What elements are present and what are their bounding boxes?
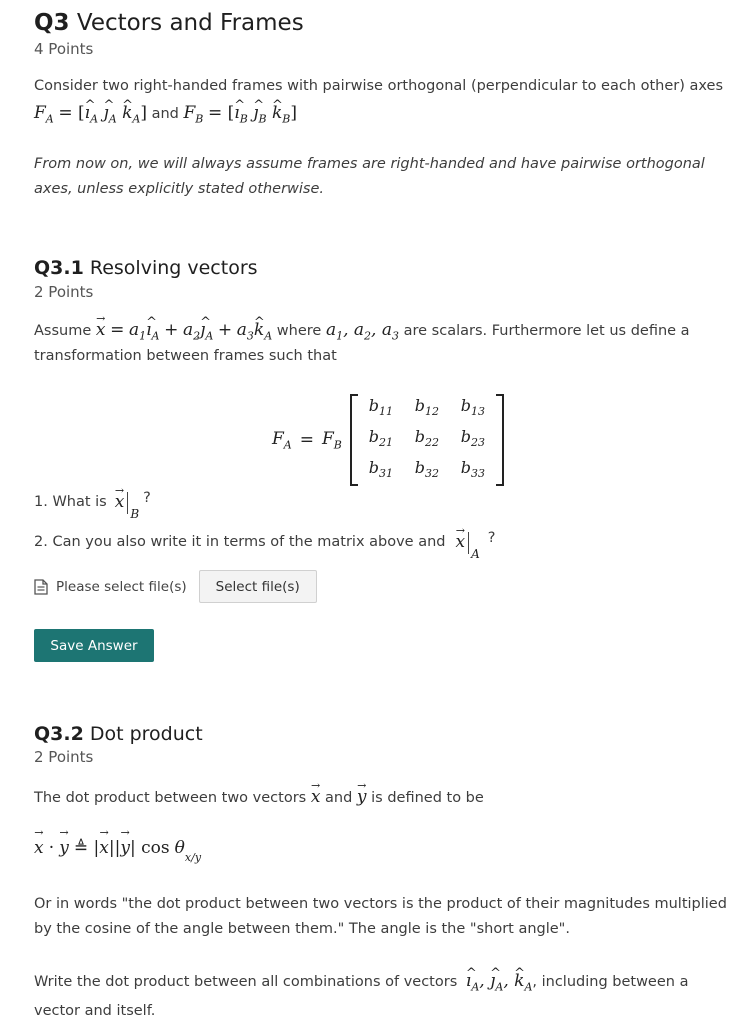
q31-transformation: transformation between frames such that bbox=[34, 348, 337, 364]
q31-are-scalars: are scalars. Furthermore let us define a bbox=[403, 323, 690, 339]
matrix-cell: $b_{22}$ bbox=[414, 427, 440, 450]
q31-points: 2 Points bbox=[34, 283, 94, 301]
q32-number: Q3.2 bbox=[34, 723, 84, 745]
q3-and: and bbox=[151, 106, 179, 122]
q32-heading bbox=[34, 723, 203, 745]
q32-and: and bbox=[325, 790, 353, 806]
matrix-cell: $b_{21}$ bbox=[368, 427, 394, 450]
q32-intro-suffix: is defined to be bbox=[371, 790, 484, 806]
q3-note: From now on, we will always assume frames are right-handed and have pairwise orthogonal axes, unless explicitly stated otherwise. bbox=[34, 156, 705, 197]
q3-title: Vectors and Frames bbox=[76, 10, 304, 36]
q3-frames-formula: $F_A$ = [^ $ı_A$ ^ $ȷ_A$ ^ $k_A$] and $F_B$ = [^ $ı_B$ ^ $ȷ_B$ ^ $k_B$] bbox=[34, 101, 297, 131]
q31-title: Resolving vectors bbox=[89, 257, 258, 279]
q31-question-2: 2. Can you also write it in terms of the matrix above and → x A ? bbox=[34, 530, 495, 555]
q3-points: 4 Points bbox=[34, 40, 94, 58]
q3-intro: Consider two right-handed frames with pairwise orthogonal (perpendicular to each other) axes bbox=[34, 78, 724, 94]
matrix-cell: $b_{32}$ bbox=[414, 458, 440, 481]
matrix-cell: $b_{23}$ bbox=[460, 427, 486, 450]
q32-words: Or in words "the dot product between two vectors is the product of their magnitudes multiplied by the cosine of the angle between them." The angle is the "short angle". bbox=[34, 896, 727, 937]
q31-number: Q3.1 bbox=[34, 257, 84, 279]
document-icon bbox=[34, 579, 48, 595]
q3-number: Q3 bbox=[34, 10, 70, 36]
matrix-cell: $b_{12}$ bbox=[414, 396, 440, 419]
q31-q2-prefix: 2. Can you also write it in terms of the matrix above and bbox=[34, 534, 446, 550]
file-upload-row bbox=[34, 570, 317, 603]
q32-write: Write the dot product between all combinations of vectors ^ $ı_A$, ^ $ȷ_A$, ^ $k_A$, including between a vector and itself. bbox=[34, 969, 734, 1024]
q31-where: where bbox=[276, 323, 322, 339]
matrix-cell: $b_{11}$ bbox=[368, 396, 394, 419]
matrix-cell: $b_{33}$ bbox=[460, 458, 486, 481]
select-files-button[interactable]: Select file(s) bbox=[199, 570, 317, 603]
q31-q1-qmark: ? bbox=[143, 490, 151, 506]
q31-question-1: 1. What is → x B ? bbox=[34, 490, 151, 515]
q31-q2-qmark: ? bbox=[487, 530, 496, 546]
q32-intro: The dot product between two vectors → x and → y is defined to be bbox=[34, 785, 484, 811]
q32-title: Dot product bbox=[89, 723, 203, 745]
matrix-cell: $b_{31}$ bbox=[368, 458, 394, 481]
q32-write-prefix: Write the dot product between all combinations of vectors bbox=[34, 974, 458, 990]
transform-matrix bbox=[350, 394, 504, 486]
q31-assume: Assume bbox=[34, 323, 92, 339]
q31-heading bbox=[34, 257, 258, 279]
q31-q1-prefix: 1. What is bbox=[34, 494, 107, 510]
q32-points: 2 Points bbox=[34, 748, 94, 766]
save-answer-button[interactable]: Save Answer bbox=[34, 629, 154, 662]
q32-intro-prefix: The dot product between two vectors bbox=[34, 790, 307, 806]
file-select-label: Please select file(s) bbox=[56, 578, 187, 595]
transform-equation: $F_A$ = $F_B$ $b_{11}$ $b_{12}$ $b_{13}$ $b_{21}$ $b_{22}$ $b_{23}$ $b_{31}$ $b_{32}$ $b_{33}$ bbox=[272, 394, 504, 486]
matrix-cell: $b_{13}$ bbox=[460, 396, 486, 419]
q3-heading bbox=[34, 10, 304, 36]
q31-assume-line: Assume → $x = a_1\^{}$ $ı_A$ + $a_2\^{}$ $ȷ_A$ + $a_3\^{}$ $k_A$ where $a_1$, $a_2$, $a_3$ are scalars. Furthermore let us define a bbox=[34, 318, 739, 348]
dot-product-formula: → x · → y ≜ |→ x||→ y| $\cos \theta_{x/y}$ bbox=[34, 838, 201, 858]
q32-write-suffix: , including between a vector and itself. bbox=[34, 974, 689, 1020]
